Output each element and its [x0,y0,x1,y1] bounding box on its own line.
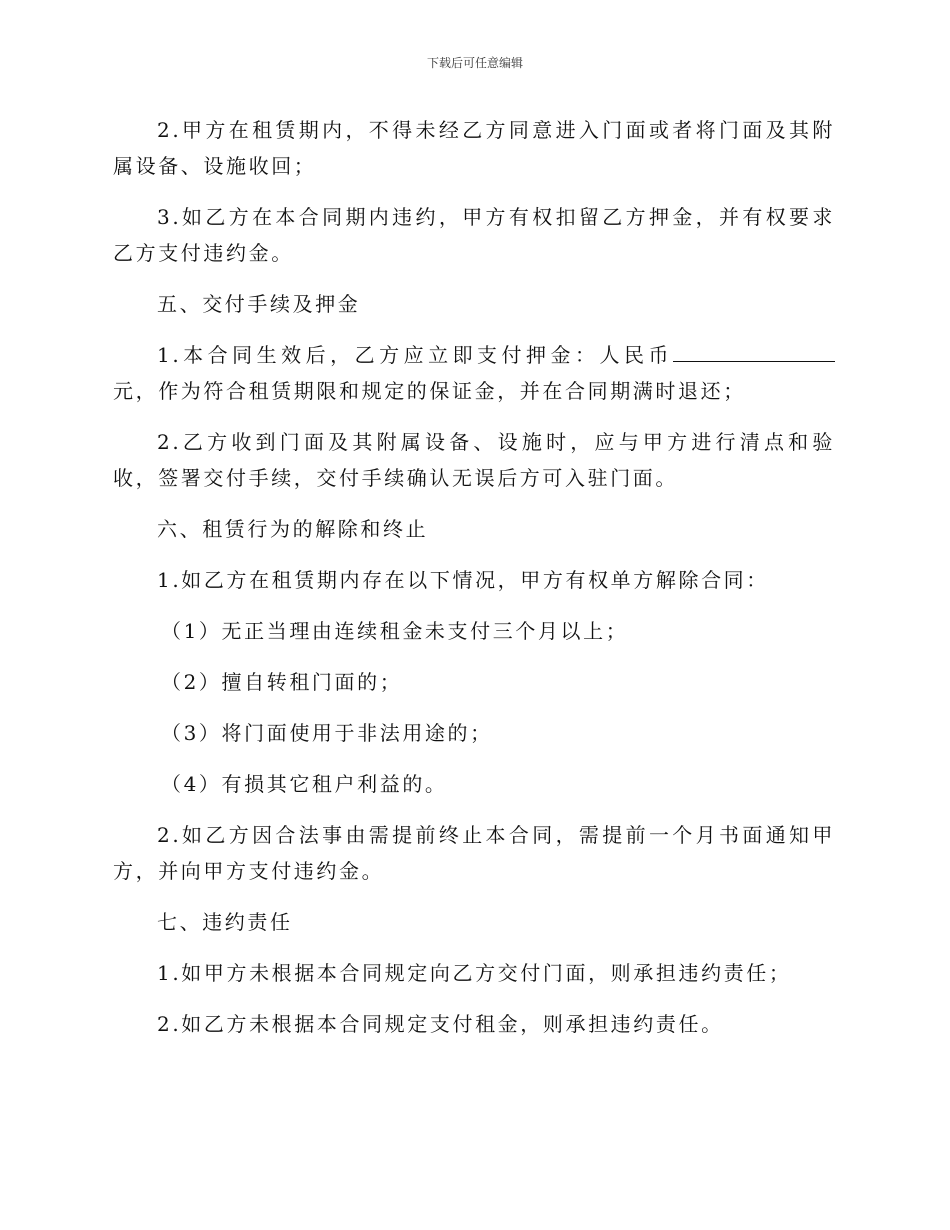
section-heading-7: 七、违约责任 [157,910,293,934]
deposit-text-after: 元，作为符合租赁期限和规定的保证金，并在合同期满时退还； [113,379,746,403]
clause-deposit-payment [113,337,835,409]
clause-early-termination: 2.如乙方因合法事由需提前终止本合同，需提前一个月书面通知甲方，并向甲方支付违约金。 [113,823,835,883]
section-heading-6: 六、租赁行为的解除和终止 [157,517,429,541]
list-item: （3）将门面使用于非法用途的； [161,721,493,745]
list-item: （2）擅自转租门面的； [161,670,403,694]
list-item: （4）有损其它租户利益的。 [161,772,448,796]
section-heading-5: 五、交付手续及押金 [157,292,361,316]
deposit-text-before: 1.本合同生效后，乙方应立即支付押金：人民币 [157,343,673,367]
list-item: （1）无正当理由连续租金未支付三个月以上； [161,619,629,643]
deposit-amount-blank [673,341,835,362]
clause-3-tenant-breach: 3.如乙方在本合同期内违约，甲方有权扣留乙方押金，并有权要求乙方支付违约金。 [113,205,835,265]
clause-handover: 2.乙方收到门面及其附属设备、设施时，应与甲方进行清点和验收，签署交付手续，交付手续确认无误后方可入驻门面。 [113,430,835,490]
page-header: 下载后可任意编辑 [426,56,523,70]
document-body [113,112,835,1042]
clause-termination-conditions: 1.如乙方在租赁期内存在以下情况，甲方有权单方解除合同： [157,568,769,592]
clause-landlord-liability: 1.如甲方未根据本合同规定向乙方交付门面，则承担违约责任； [157,961,792,985]
clause-tenant-liability: 2.如乙方未根据本合同规定支付租金，则承担违约责任。 [157,1012,724,1036]
clause-2-landlord-entry: 2.甲方在租赁期内，不得未经乙方同意进入门面或者将门面及其附属设备、设施收回； [113,118,835,178]
